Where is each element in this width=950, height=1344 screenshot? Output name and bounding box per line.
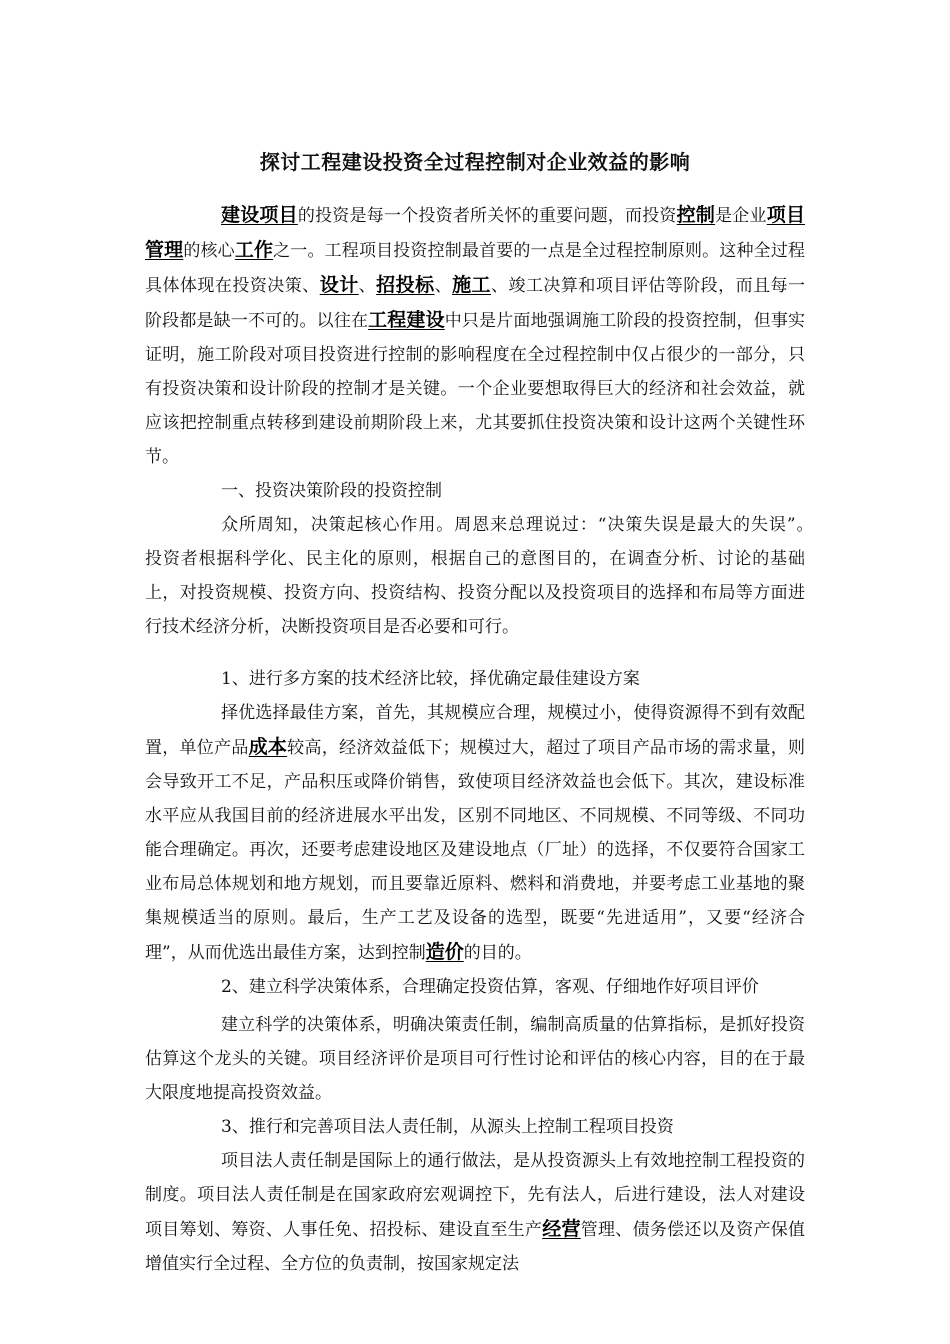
document-title: 探讨工程建设投资全过程控制对企业效益的影响	[259, 150, 691, 174]
document-body	[145, 198, 822, 1281]
heading-subsection-1: 1、进行多方案的技术经济比较，择优确定最佳建设方案	[221, 669, 640, 689]
keyword-link[interactable]: 造价	[425, 941, 464, 963]
keyword-link[interactable]: 招投标	[376, 274, 435, 296]
paragraph-text: 择优选择最佳方案，首先，其规模应合理，规模过小，使得资源得不到有效配置，单位产品	[145, 703, 805, 758]
keyword-link[interactable]: 施工	[452, 274, 492, 296]
paragraph-legal-person	[145, 1144, 805, 1281]
heading-subsection-2: 2、建立科学决策体系，合理确定投资估算，客观、仔细地作好项目评价	[221, 977, 759, 997]
keyword-link[interactable]: 控制	[676, 204, 716, 226]
paragraph-text: 的目的。	[463, 943, 532, 963]
paragraph-text: 的核心	[183, 241, 235, 261]
paragraph-text: 较高，经济效益低下；规模过大，超过了项目产品市场的需求量，则会导致开工不足，产品积压或降价销售，致使项目经济效益也会低下。其次，建设标准水平应从我国目前的经济进展水平出发，区别不同地区、不同规模、不同等级、不同功能合理确定。再次，还要考虑建设地区及建设地点（厂址）的选择，不仅要符合国家工业布局总体规划和地方规划，而且要靠近原料、燃料和消费地，并要考虑工业基地的聚集规模适当的原则。最后，生产工艺及设备的选型，既要“先进适用”，又要“经济合理”，从而优选出最佳方案，达到控制	[145, 738, 805, 963]
keyword-link[interactable]: 工作	[234, 239, 274, 261]
paragraph-text: 的投资是每一个投资者所关怀的重要问题，而投资	[297, 206, 677, 226]
paragraph-text: 、	[434, 276, 453, 296]
heading-section-1: 一、投资决策阶段的投资控制	[221, 481, 442, 501]
paragraph-text: 管理、债务偿还以及资产保值增值实行全过程、全方位的负责制，按国家规定法	[145, 1220, 806, 1274]
keyword-link[interactable]: 项目管理	[145, 204, 805, 261]
paragraph-decision: 众所周知，决策起核心作用。周恩来总理说过：“决策失误是最大的失误”。 投资者根据科学化、民主化的原则，根据自己的意图目的，在调查分析、讨论的基础上，对投资规模、投资方向、投资结构、投资分配以及投资项目的选择和布局等方面进行技术经济分析，决断投资项目是否必要和可行。	[145, 515, 822, 637]
paragraph-text: 项目法人责任制是国际上的通行做法，是从投资源头上有效地控制工程投资的制度。项目法人责任制是在国家政府宏观调控下，先有法人，后进行建设，法人对建设项目筹划、筹资、人事任免、招投标、建设直至生产	[145, 1151, 805, 1240]
paragraph-text: 之一。工程项目投资控制最首要的一点是全过程控制原则。这种全过程具体体现在投资决策、	[145, 241, 805, 296]
keyword-link[interactable]: 经营	[542, 1218, 581, 1240]
keyword-link[interactable]: 成本	[248, 736, 288, 758]
keyword-link[interactable]: 工程建设	[368, 309, 445, 331]
keyword-link[interactable]: 建设项目	[221, 204, 298, 226]
paragraph-text: 是企业	[715, 206, 767, 226]
heading-subsection-3: 3、推行和完善项目法人责任制，从源头上控制工程项目投资	[221, 1117, 674, 1137]
keyword-link[interactable]: 设计	[319, 274, 359, 296]
paragraph-text: 、竣工决算和项目评估等阶段，而且每一阶段都是缺一不可的。以往在	[145, 276, 806, 331]
paragraph-intro	[145, 198, 805, 474]
paragraph-best-plan	[145, 696, 805, 970]
paragraph-text: 、	[358, 276, 377, 296]
paragraph-text: 中只是片面地强调施工阶段的投资控制，但事实证明，施工阶段对项目投资进行控制的影响程度在全过程控制中仅占很少的一部分，只有投资决策和设计阶段的控制才是关键。一个企业要想取得巨大的经济和社会效益，就应该把控制重点转移到建设前期阶段上来，尤其要抓住投资决策和设计这两个关键性环节。	[145, 311, 805, 467]
paragraph-decision-system: 建立科学的决策体系，明确决策责任制，编制高质量的估算指标，是抓好投资估算这个龙头的关键。项目经济评价是项目可行性讨论和评估的核心内容，目的在于最大限度地提高投资效益。	[145, 1015, 805, 1103]
